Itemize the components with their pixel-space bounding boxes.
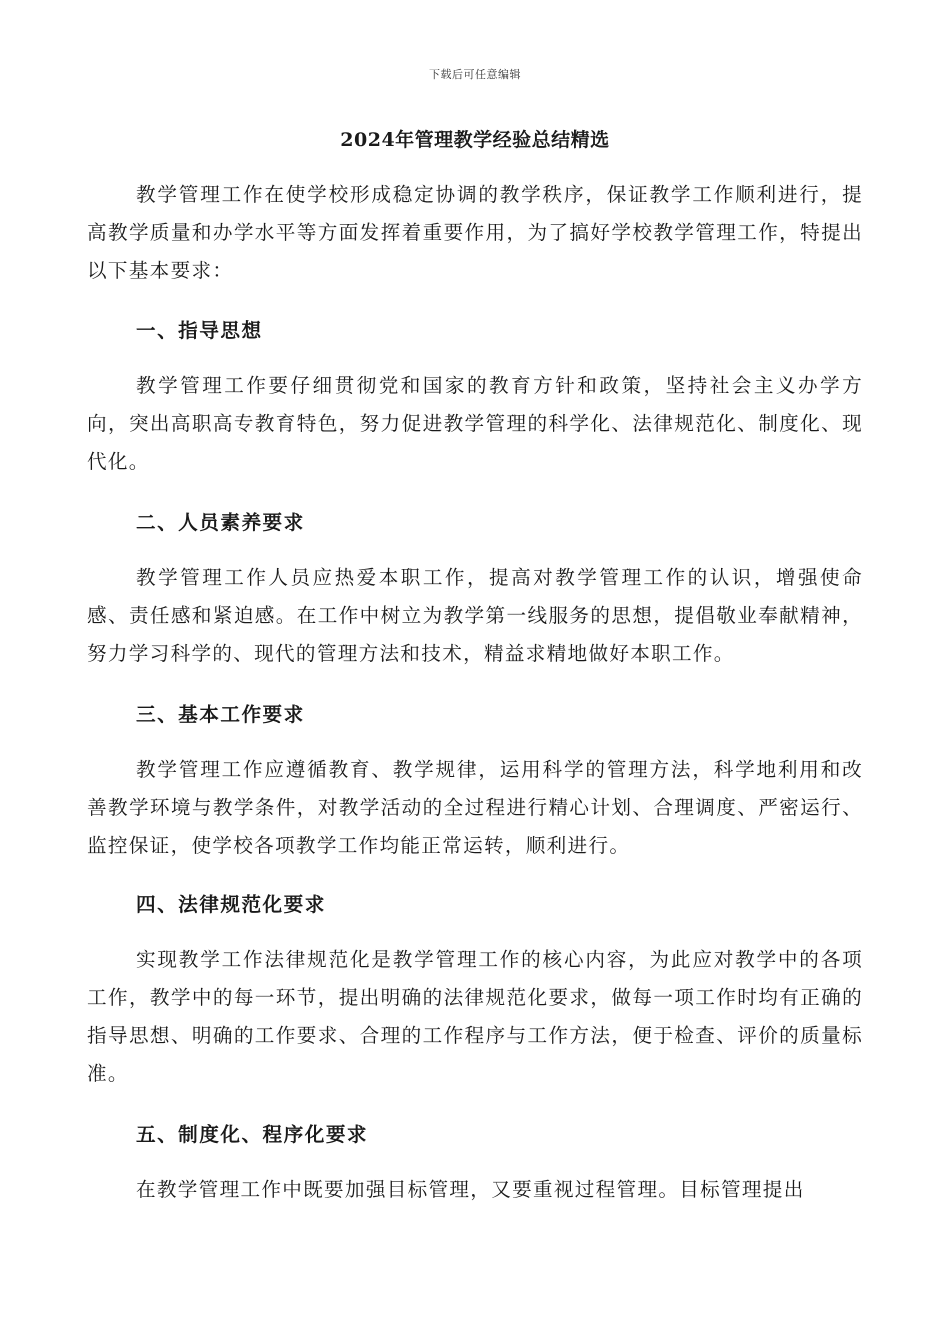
section-body-5: 在教学管理工作中既要加强目标管理，又要重视过程管理。目标管理提出 [136, 1178, 805, 1201]
intro-paragraph: 教学管理工作在使学校形成稳定协调的教学秩序，保证教学工作顺利进行，提高教学质量和办学水平等方面发挥着重要作用，为了搞好学校教学管理工作，特提出以下基本要求： [87, 183, 863, 282]
section-heading-1: 一、指导思想 [136, 319, 263, 342]
section-body-2: 教学管理工作人员应热爱本职工作，提高对教学管理工作的认识，增强使命感、责任感和紧迫感。在工作中树立为教学第一线服务的思想，提倡敬业奉献精神，努力学习科学的、现代的管理方法和技术，精益求精地做好本职工作。 [87, 566, 863, 665]
section-body-3: 教学管理工作应遵循教育、教学规律，运用科学的管理方法，科学地利用和改善教学环境与教学条件，对教学活动的全过程进行精心计划、合理调度、严密运行、监控保证，使学校各项教学工作均能正常运转，顺利进行。 [87, 758, 863, 857]
header-note: 下载后可任意编辑 [429, 68, 521, 81]
section-body-1: 教学管理工作要仔细贯彻党和国家的教育方针和政策，坚持社会主义办学方向，突出高职高专教育特色，努力促进教学管理的科学化、法律规范化、制度化、现代化。 [87, 374, 863, 473]
document-title: 2024年管理教学经验总结精选 [340, 129, 610, 151]
section-body-4: 实现教学工作法律规范化是教学管理工作的核心内容，为此应对教学中的各项工作，教学中的每一环节，提出明确的法律规范化要求，做每一项工作时均有正确的指导思想、明确的工作要求、合理的工作程序与工作方法，便于检查、评价的质量标准。 [87, 948, 863, 1085]
section-heading-2: 二、人员素养要求 [136, 511, 305, 534]
section-heading-4: 四、法律规范化要求 [136, 893, 326, 916]
section-heading-3: 三、基本工作要求 [136, 703, 305, 726]
section-heading-5: 五、制度化、程序化要求 [136, 1123, 369, 1146]
